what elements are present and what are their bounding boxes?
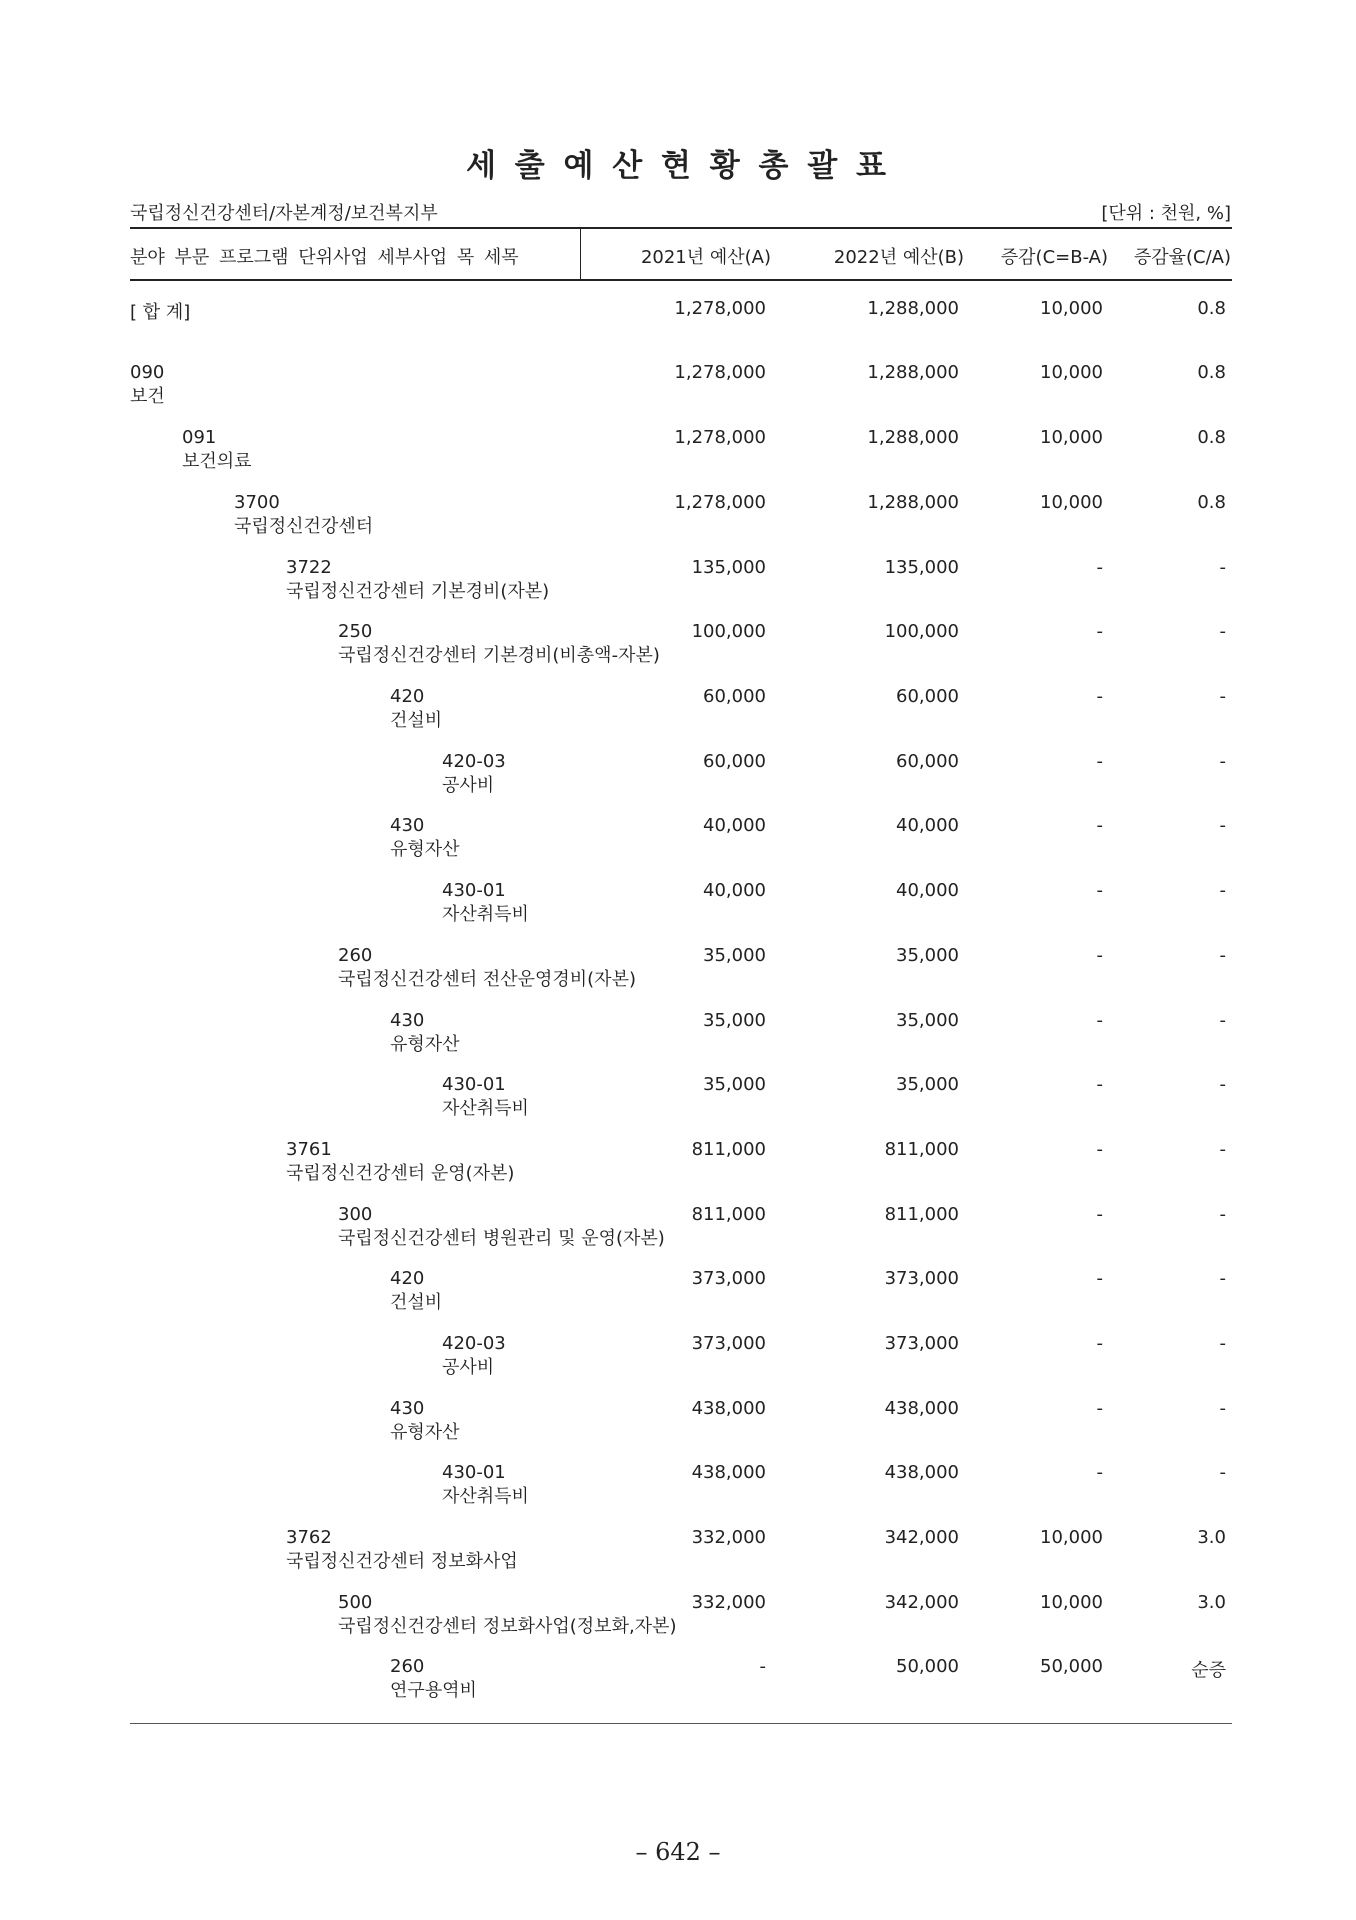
table-row <box>0 880 1356 940</box>
row-code: 3761 <box>286 1139 332 1160</box>
budget-2021-value: 332,000 <box>691 1527 766 1548</box>
change-value: 10,000 <box>1040 1592 1103 1613</box>
change-value: - <box>1096 751 1103 772</box>
row-code: 3722 <box>286 557 332 578</box>
row-name: 국립정신건강센터 정보화사업(정보화,자본) <box>338 1616 677 1637</box>
budget-2022-value: 811,000 <box>884 1204 959 1225</box>
budget-2021-value: 1,278,000 <box>674 492 766 513</box>
row-name: 자산취득비 <box>442 1098 529 1119</box>
change-value: 10,000 <box>1040 1527 1103 1548</box>
budget-2021-value: 438,000 <box>691 1398 766 1419</box>
budget-2021-value: 438,000 <box>691 1462 766 1483</box>
row-code: 3762 <box>286 1527 332 1548</box>
table-bottom-rule <box>130 1723 1232 1724</box>
table-row <box>0 1010 1356 1070</box>
budget-2022-value: 35,000 <box>896 1010 959 1031</box>
budget-2021-value: 811,000 <box>691 1139 766 1160</box>
budget-2021-value: 35,000 <box>703 1010 766 1031</box>
change-value: - <box>1096 1010 1103 1031</box>
change-rate-value: - <box>1219 1204 1226 1225</box>
table-row <box>0 815 1356 875</box>
change-value: 10,000 <box>1040 427 1103 448</box>
budget-2021-value: 1,278,000 <box>674 427 766 448</box>
row-name: 공사비 <box>442 1357 495 1378</box>
page-title: 세 출 예 산 현 황 총 괄 표 <box>466 148 890 184</box>
row-name: 유형자산 <box>390 839 460 860</box>
row-code: [ 합 계] <box>130 302 191 323</box>
budget-2022-value: 60,000 <box>896 751 959 772</box>
budget-2021-value: 35,000 <box>703 1074 766 1095</box>
table-row <box>0 1074 1356 1134</box>
row-name: 자산취득비 <box>442 904 529 925</box>
budget-2021-value: 40,000 <box>703 815 766 836</box>
row-name: 국립정신건강센터 기본경비(자본) <box>286 581 550 602</box>
change-value: - <box>1096 1268 1103 1289</box>
change-rate-value: - <box>1219 815 1226 836</box>
row-code: 420 <box>390 686 425 707</box>
budget-2022-value: 342,000 <box>884 1592 959 1613</box>
change-rate-value: - <box>1219 557 1226 578</box>
row-name: 건설비 <box>390 710 443 731</box>
budget-2022-value: 50,000 <box>896 1656 959 1677</box>
change-rate-value: - <box>1219 1462 1226 1483</box>
table-row <box>0 621 1356 681</box>
table-row <box>0 362 1356 422</box>
change-value: - <box>1096 686 1103 707</box>
table-row <box>0 1204 1356 1264</box>
budget-2021-value: 60,000 <box>703 686 766 707</box>
change-rate-value: 0.8 <box>1197 427 1226 448</box>
table-row <box>0 557 1356 617</box>
budget-2021-value: 1,278,000 <box>674 298 766 319</box>
budget-2021-value: 373,000 <box>691 1268 766 1289</box>
change-value: - <box>1096 1398 1103 1419</box>
change-rate-value: 0.8 <box>1197 298 1226 319</box>
header-change: 증감(C=B-A) <box>1000 247 1108 268</box>
change-value: - <box>1096 557 1103 578</box>
table-row <box>0 751 1356 811</box>
budget-2021-value: 135,000 <box>691 557 766 578</box>
budget-2022-value: 40,000 <box>896 815 959 836</box>
table-row <box>0 492 1356 552</box>
table-row <box>0 945 1356 1005</box>
header-bottom-rule <box>130 279 1232 281</box>
row-name: 자산취득비 <box>442 1486 529 1507</box>
row-name: 공사비 <box>442 775 495 796</box>
table-row <box>0 1268 1356 1328</box>
budget-2021-value: 60,000 <box>703 751 766 772</box>
budget-2022-value: 438,000 <box>884 1462 959 1483</box>
change-value: - <box>1096 880 1103 901</box>
change-value: 10,000 <box>1040 362 1103 383</box>
page-number: – 642 – <box>635 1838 721 1866</box>
row-name: 유형자산 <box>390 1034 460 1055</box>
row-name: 연구용역비 <box>390 1680 477 1701</box>
budget-2022-value: 35,000 <box>896 945 959 966</box>
budget-2022-value: 373,000 <box>884 1333 959 1354</box>
row-code: 250 <box>338 621 373 642</box>
row-code: 500 <box>338 1592 373 1613</box>
change-value: - <box>1096 1462 1103 1483</box>
row-name: 국립정신건강센터 <box>234 516 374 537</box>
change-rate-value: 0.8 <box>1197 492 1226 513</box>
budget-2022-value: 373,000 <box>884 1268 959 1289</box>
row-name: 유형자산 <box>390 1422 460 1443</box>
header-divider <box>580 228 581 280</box>
header-change-rate: 증감율(C/A) <box>1133 247 1231 268</box>
change-rate-value: - <box>1219 945 1226 966</box>
budget-2021-value: 332,000 <box>691 1592 766 1613</box>
row-code: 091 <box>182 427 217 448</box>
row-name: 국립정신건강센터 운영(자본) <box>286 1163 515 1184</box>
row-code: 300 <box>338 1204 373 1225</box>
table-row <box>0 1592 1356 1652</box>
table-row <box>0 1527 1356 1587</box>
row-code: 090 <box>130 362 165 383</box>
row-code: 430 <box>390 815 425 836</box>
change-rate-value: - <box>1219 1333 1226 1354</box>
budget-2022-value: 35,000 <box>896 1074 959 1095</box>
change-value: - <box>1096 1333 1103 1354</box>
budget-2022-value: 135,000 <box>884 557 959 578</box>
change-rate-value: - <box>1219 1010 1226 1031</box>
budget-2022-value: 811,000 <box>884 1139 959 1160</box>
row-name: 보건의료 <box>182 451 252 472</box>
budget-2021-value: 373,000 <box>691 1333 766 1354</box>
change-rate-value: 0.8 <box>1197 362 1226 383</box>
table-row <box>0 1462 1356 1522</box>
change-value: - <box>1096 621 1103 642</box>
row-name: 국립정신건강센터 전산운영경비(자본) <box>338 969 636 990</box>
row-code: 260 <box>338 945 373 966</box>
row-code: 430-01 <box>442 1462 506 1483</box>
budget-2022-value: 1,288,000 <box>867 298 959 319</box>
change-rate-value: - <box>1219 751 1226 772</box>
budget-2022-value: 438,000 <box>884 1398 959 1419</box>
table-row <box>0 1656 1356 1716</box>
row-name: 국립정신건강센터 기본경비(비총액-자본) <box>338 645 660 666</box>
header-category: 분야 부문 프로그램 단위사업 세부사업 목 세목 <box>130 247 519 268</box>
change-rate-value: 3.0 <box>1197 1592 1226 1613</box>
change-value: 10,000 <box>1040 298 1103 319</box>
row-code: 430-01 <box>442 1074 506 1095</box>
change-rate-value: 3.0 <box>1197 1527 1226 1548</box>
change-rate-value: - <box>1219 1074 1226 1095</box>
budget-2021-value: 1,278,000 <box>674 362 766 383</box>
budget-2022-value: 40,000 <box>896 880 959 901</box>
change-value: 10,000 <box>1040 492 1103 513</box>
row-code: 430 <box>390 1398 425 1419</box>
row-code: 260 <box>390 1656 425 1677</box>
budget-2021-value: 100,000 <box>691 621 766 642</box>
change-rate-value: - <box>1219 1139 1226 1160</box>
row-code: 430-01 <box>442 880 506 901</box>
budget-2022-value: 60,000 <box>896 686 959 707</box>
change-rate-value: - <box>1219 1268 1226 1289</box>
budget-2021-value: 811,000 <box>691 1204 766 1225</box>
row-name: 국립정신건강센터 병원관리 및 운영(자본) <box>338 1228 665 1249</box>
row-code: 3700 <box>234 492 280 513</box>
table-row <box>0 1398 1356 1458</box>
budget-2022-value: 1,288,000 <box>867 427 959 448</box>
change-rate-value: 순증 <box>1191 1660 1226 1681</box>
header-budget-2022: 2022년 예산(B) <box>833 247 964 268</box>
table-row <box>0 1139 1356 1199</box>
budget-2022-value: 1,288,000 <box>867 362 959 383</box>
table-row <box>0 298 1356 358</box>
row-code: 420-03 <box>442 751 506 772</box>
change-rate-value: - <box>1219 1398 1226 1419</box>
change-rate-value: - <box>1219 686 1226 707</box>
org-label: 국립정신건강센터/자본계정/보건복지부 <box>130 203 438 224</box>
budget-2022-value: 1,288,000 <box>867 492 959 513</box>
change-rate-value: - <box>1219 621 1226 642</box>
change-rate-value: - <box>1219 880 1226 901</box>
table-row <box>0 686 1356 746</box>
row-name: 건설비 <box>390 1292 443 1313</box>
change-value: - <box>1096 815 1103 836</box>
budget-2021-value: 35,000 <box>703 945 766 966</box>
row-code: 420-03 <box>442 1333 506 1354</box>
change-value: 50,000 <box>1040 1656 1103 1677</box>
table-row <box>0 1333 1356 1393</box>
row-code: 430 <box>390 1010 425 1031</box>
row-code: 420 <box>390 1268 425 1289</box>
budget-2022-value: 342,000 <box>884 1527 959 1548</box>
change-value: - <box>1096 1139 1103 1160</box>
row-name: 보건 <box>130 386 165 407</box>
unit-label: [단위 : 천원, %] <box>1101 203 1231 224</box>
budget-2021-value: - <box>759 1656 766 1677</box>
header-budget-2021: 2021년 예산(A) <box>640 247 771 268</box>
change-value: - <box>1096 945 1103 966</box>
budget-2022-value: 100,000 <box>884 621 959 642</box>
table-top-rule <box>130 227 1232 229</box>
row-name: 국립정신건강센터 정보화사업 <box>286 1551 518 1572</box>
budget-2021-value: 40,000 <box>703 880 766 901</box>
change-value: - <box>1096 1204 1103 1225</box>
table-row <box>0 427 1356 487</box>
change-value: - <box>1096 1074 1103 1095</box>
